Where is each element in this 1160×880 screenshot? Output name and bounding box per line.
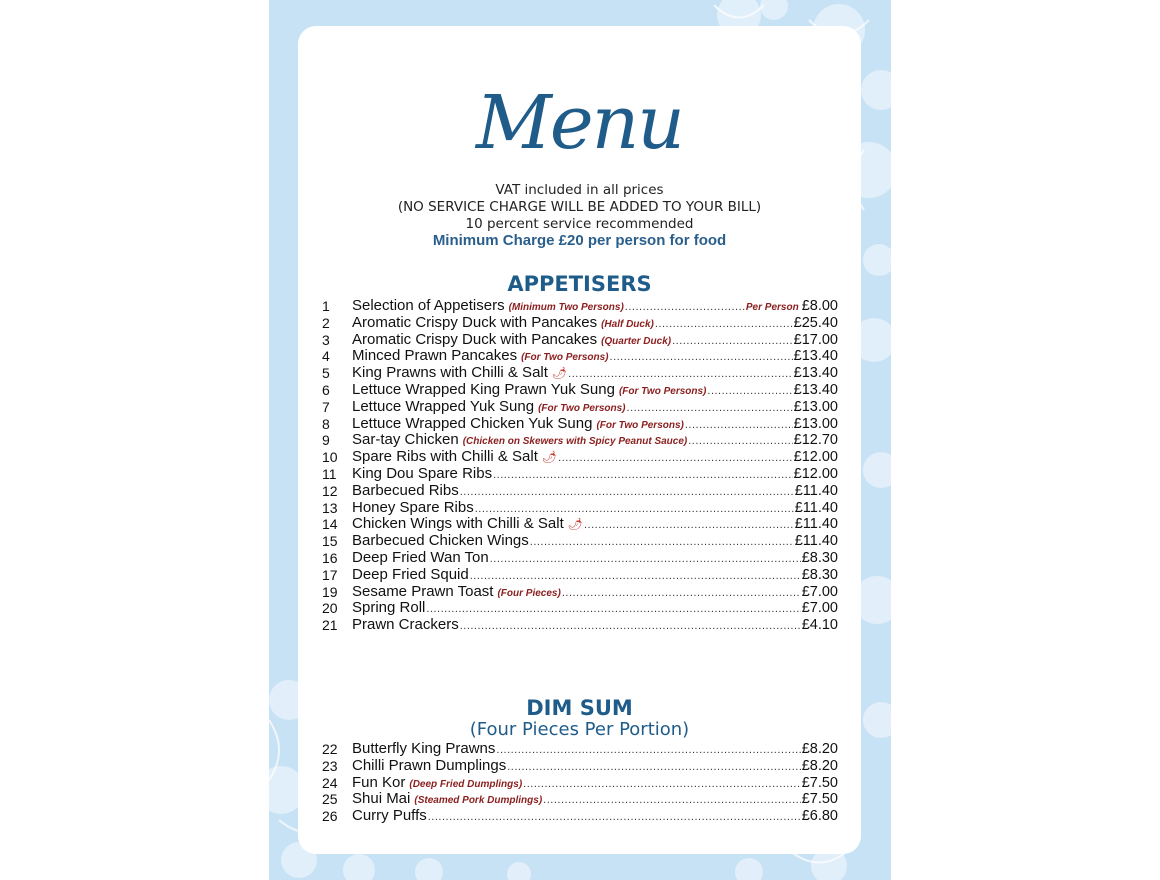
item-name: Fun Kor [352, 773, 406, 791]
menu-item [298, 516, 861, 533]
dot-leader [523, 776, 801, 793]
item-price: £6.80 [801, 808, 838, 825]
item-name: Aromatic Crispy Duck with Pancakes [352, 330, 598, 348]
chili-icon: 🌶 [567, 517, 583, 532]
item-number: 23 [322, 757, 338, 774]
item-number: 20 [322, 600, 338, 617]
item-name: Minced Prawn Pancakes [352, 347, 518, 365]
item-name: Lettuce Wrapped Yuk Sung [352, 397, 535, 415]
appetisers-list [298, 298, 861, 634]
menu-item [298, 365, 861, 382]
item-number: 17 [322, 566, 338, 583]
menu-item [298, 332, 861, 349]
menu-item [298, 567, 861, 584]
item-note: (For Two Persons) [521, 352, 609, 364]
item-number: 7 [322, 398, 330, 415]
dot-leader [584, 517, 794, 534]
menu-item [298, 399, 861, 416]
item-name: Honey Spare Ribs [352, 498, 474, 516]
item-price: £13.40 [793, 348, 838, 365]
item-number: 6 [322, 381, 330, 398]
menu-item [298, 791, 861, 808]
item-name: Chicken Wings with Chilli & Salt [352, 515, 564, 533]
item-name: Deep Fried Squid [352, 565, 469, 583]
item-note: (For Two Persons) [618, 385, 707, 397]
menu-item [298, 466, 861, 483]
service-charge-note: (NO SERVICE CHARGE WILL BE ADDED TO YOUR BILL) [397, 199, 762, 215]
item-price: £13.00 [793, 398, 838, 415]
item-price: £25.40 [793, 314, 838, 331]
item-note: (For Two Persons) [596, 419, 684, 431]
item-price: £12.00 [793, 449, 838, 466]
menu-item [298, 808, 861, 825]
dim-sum-list [298, 741, 861, 825]
item-number: 5 [322, 365, 330, 382]
menu-item [298, 617, 861, 634]
item-price: £11.40 [794, 516, 838, 533]
menu-item [298, 775, 861, 792]
price-qualifier: Per Person [745, 302, 799, 313]
item-name: King Dou Spare Ribs [352, 464, 493, 482]
item-note: (Quarter Duck) [601, 335, 672, 347]
item-number: 13 [322, 499, 338, 516]
menu-item [298, 416, 861, 433]
item-number: 12 [322, 482, 338, 499]
item-name: King Prawns with Chilli & Salt [352, 364, 548, 382]
item-price: £8.20 [801, 757, 838, 774]
chili-icon: 🌶 [541, 450, 558, 465]
item-number: 19 [322, 583, 338, 600]
item-number: 15 [322, 533, 338, 550]
item-price: £17.00 [793, 331, 838, 348]
dot-leader [426, 601, 800, 618]
menu-item [298, 348, 861, 365]
item-number: 24 [322, 774, 338, 791]
dot-leader [672, 333, 793, 350]
item-name: Barbecued Chicken Wings [352, 532, 529, 550]
item-line [352, 483, 838, 501]
item-number: 4 [322, 348, 330, 365]
item-note: (Half Duck) [601, 318, 654, 330]
dot-leader [610, 349, 793, 366]
menu-item [298, 432, 861, 449]
item-price: £8.20 [801, 741, 838, 757]
menu-item [298, 741, 861, 758]
dot-leader [493, 467, 793, 484]
dot-leader [460, 484, 794, 501]
item-price: £13.40 [793, 381, 838, 398]
item-line [352, 567, 838, 585]
menu-item [298, 600, 861, 617]
item-note: (Four Pieces) [497, 587, 561, 599]
item-number: 22 [322, 741, 338, 757]
item-number: 3 [322, 331, 330, 348]
item-price: £7.50 [801, 774, 838, 791]
item-price: £11.40 [794, 499, 838, 516]
item-note: (For Two Persons) [538, 402, 626, 414]
item-number: 14 [322, 516, 338, 533]
item-name: Lettuce Wrapped King Prawn Yuk Sung [352, 380, 615, 398]
item-number: 16 [322, 549, 338, 566]
dot-leader [685, 417, 793, 434]
item-number: 26 [322, 808, 338, 825]
menu-item [298, 449, 861, 466]
dim-sum-heading: DIM SUM [526, 696, 633, 720]
item-price: £13.00 [793, 415, 838, 432]
menu-item [298, 584, 861, 601]
item-line [352, 758, 838, 776]
menu-item [298, 550, 861, 567]
item-price: £12.70 [793, 432, 838, 449]
item-price: £8.30 [801, 566, 838, 583]
appetisers-heading: APPETISERS [507, 272, 652, 296]
item-number: 10 [322, 449, 338, 466]
item-price: £13.40 [793, 365, 838, 382]
item-number: 25 [322, 791, 338, 808]
dot-leader [470, 568, 801, 585]
menu-item [298, 298, 861, 315]
dot-leader [655, 316, 793, 333]
item-price: £7.00 [801, 600, 838, 617]
item-number: 21 [322, 617, 338, 634]
item-number: 11 [322, 465, 337, 482]
minimum-charge-note: Minimum Charge £20 per person for food [432, 232, 727, 249]
item-name: Shui Mai [352, 790, 411, 808]
dot-leader [543, 792, 801, 809]
item-price: £7.50 [801, 791, 838, 808]
item-note: (Deep Fried Dumplings) [409, 778, 523, 790]
dot-leader [490, 551, 801, 568]
item-number: 2 [322, 314, 330, 331]
item-number: 1 [322, 298, 330, 314]
menu-item [298, 483, 861, 500]
dot-leader [507, 759, 800, 776]
item-note: (Steamed Pork Dumplings) [414, 795, 543, 807]
dot-leader [627, 400, 793, 417]
item-name: Deep Fried Wan Ton [352, 548, 489, 566]
dot-leader [530, 534, 794, 551]
menu-item [298, 315, 861, 332]
dim-sum-subheading: (Four Pieces Per Portion) [469, 719, 690, 740]
dot-leader [707, 383, 792, 400]
item-price: £12.00 [793, 465, 838, 482]
item-note: (Chicken on Skewers with Spicy Peanut Sauce) [462, 436, 688, 448]
dot-leader [562, 585, 801, 602]
dot-leader [625, 299, 745, 316]
dot-leader [558, 450, 793, 467]
item-number: 8 [322, 415, 330, 432]
menu-item [298, 500, 861, 517]
item-price: £11.40 [794, 482, 838, 499]
item-name: Sesame Prawn Toast [352, 582, 494, 600]
item-name: Prawn Crackers [352, 616, 459, 634]
item-note: (Minimum Two Persons) [508, 302, 624, 313]
item-name: Aromatic Crispy Duck with Pancakes [352, 313, 598, 331]
item-price: £4.10 [801, 617, 838, 634]
dot-leader [460, 618, 801, 635]
item-price: £8.00 [801, 298, 838, 314]
vat-note: VAT included in all prices [495, 182, 664, 198]
dot-leader [428, 809, 801, 826]
item-price: £7.00 [801, 583, 838, 600]
menu-item [298, 382, 861, 399]
item-price: £11.40 [794, 533, 838, 550]
dot-leader [688, 433, 792, 450]
item-name: Selection of Appetisers [352, 297, 505, 314]
item-name: Barbecued Ribs [352, 481, 459, 499]
item-name: Spring Roll [352, 599, 426, 617]
menu-item [298, 533, 861, 550]
menu-title: Menu [476, 80, 683, 166]
item-line [352, 617, 838, 635]
item-line [352, 808, 838, 826]
item-name: Chilli Prawn Dumplings [352, 756, 507, 774]
chili-icon: 🌶 [551, 366, 568, 381]
item-name: Sar-tay Chicken [352, 431, 459, 449]
item-name: Butterfly King Prawns [352, 740, 496, 757]
item-number: 9 [322, 432, 330, 449]
menu-item [298, 758, 861, 775]
item-price: £8.30 [801, 549, 838, 566]
dot-leader [496, 742, 800, 759]
item-name: Curry Puffs [352, 807, 427, 825]
service-recommended-note: 10 percent service recommended [465, 216, 694, 232]
item-name: Spare Ribs with Chilli & Salt [352, 448, 538, 466]
menu-card [298, 26, 861, 854]
item-name: Lettuce Wrapped Chicken Yuk Sung [352, 414, 593, 432]
